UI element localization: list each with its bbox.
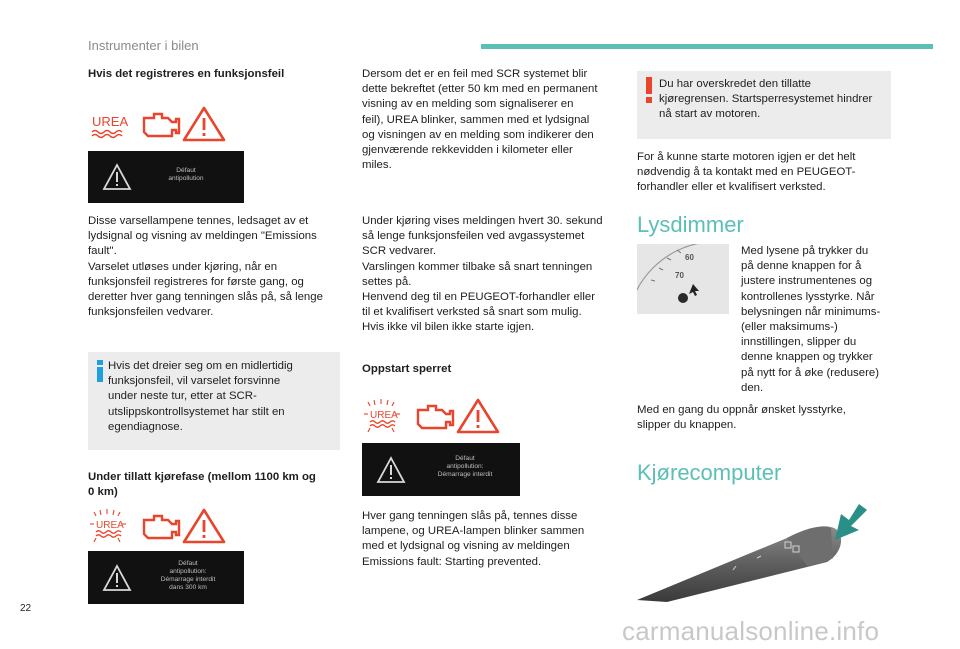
paragraph-fault-description: Disse varsellampene tennes, ledsaget av et lydsignal og visning av meldingen "Emissions fault". Varselet utløses under kjøring, når en funksjonsfeil registreres for første gang, og deretter hver gang tenningen slås på, så lenge funksjonsfeilen vedvarer. (88, 215, 323, 319)
display-2-line-1: Défaut (178, 560, 198, 567)
warning-triangle-icon (184, 108, 224, 140)
display-3-line-1: Défaut (455, 455, 475, 462)
paragraph-release-button: Med en gang du oppnår ønsket lysstyrke, slipper du knappen. (637, 404, 846, 432)
warning-lamps-row-3 (362, 396, 512, 438)
warning-triangle-icon (102, 564, 132, 592)
display-3-line-2: antipollution: (446, 463, 484, 470)
paragraph-start-prevented: Hver gang tenningen slås på, tennes disse lampene, og UREA-lampen blinker sammen med et lydsignal og visning av meldingen Emissions fault: Starting prevented. (362, 510, 585, 568)
warning-triangle-icon (376, 456, 406, 484)
info-note-temporary-fault: Hvis det dreier seg om en midlertidig funksjonsfeil, vil varselet forsvinne under neste tur, etter at SCR- utslippskontrollsystemet har stilt en egendiagnose. (88, 352, 340, 450)
engine-icon (144, 516, 179, 538)
display-2-line-2: antipollution: (169, 568, 207, 575)
engine-icon (144, 114, 179, 136)
header-accent-bar (481, 44, 933, 49)
urea-icon-label: UREA (370, 410, 398, 421)
warning-lamps-row-2 (88, 506, 238, 548)
gauge-label-60: 60 (685, 253, 694, 262)
section-title-kjorecomputer: Kjørecomputer (637, 460, 782, 485)
warning-note-limit-exceeded: Du har overskredet den tillatte kjøregrensen. Startsperresystemet hindrer nå start av motoren. (637, 71, 891, 139)
dimmer-button-icon (678, 293, 688, 303)
display-1-line-2: antipollution (168, 175, 204, 182)
warning-triangle-icon (102, 163, 132, 191)
display-1-line-1: Défaut (176, 167, 196, 174)
trip-computer-stalk-illustration (637, 500, 887, 602)
exclamation-icon (646, 77, 652, 103)
gauge-label-70: 70 (675, 271, 684, 280)
urea-icon-label: UREA (96, 520, 124, 531)
display-2-line-4: dans 300 km (169, 584, 207, 591)
display-3-line-3: Démarrage interdit (437, 471, 493, 478)
paragraph-restart-engine: For å kunne starte motoren igjen er det helt nødvendig å ta kontakt med en PEUGEOT- forhandler eller et kvalifisert verksted. (637, 151, 856, 194)
urea-flashing-icon (90, 509, 126, 542)
engine-icon (418, 406, 453, 428)
urea-icon (92, 114, 128, 138)
dashboard-display-3 (362, 443, 520, 496)
warning-triangle-icon (458, 400, 498, 432)
page-number: 22 (20, 603, 32, 614)
instrument-panel-dimmer-illustration (637, 244, 729, 314)
paragraph-driving-messages: Under kjøring vises meldingen hvert 30. sekund så lenge funksjonsfeilen ved avgassystemet SCR vedvarer. Varslingen kommer tilbake så snart tenningen settes på. Henvend deg til en PEUGEOT-forhandler eller til et kvalifisert verksted så snart som mulig. Hvis ikke vil bilen ikke starte igjen. (362, 215, 603, 334)
urea-flashing-icon (364, 399, 400, 432)
paragraph-scr-fault: Dersom det er en feil med SCR systemet blir dette bekreftet (etter 50 km med en permanent visning av en melding som signaliserer en feil), UREA blinker, sammen med et lydsignal og visningen av en melding som indikerer den gjenværende rekkevidden i kilometer eller miles. (362, 68, 598, 172)
warning-lamps-row-1 (88, 104, 238, 146)
dashboard-display-1 (88, 151, 244, 203)
page-header-title: Instrumenter i bilen (88, 38, 199, 53)
dashboard-display-2 (88, 551, 244, 604)
info-icon (97, 360, 103, 382)
section-title-lysdimmer: Lysdimmer (637, 212, 744, 237)
bullet-dimmer-instructions: Med lysene på trykker du på denne knappen for å justere instrumentenes og kontrollenes lysstyrke. Når belysningen når minimums- (eller maksimums-) innstillingen, slipper du denne knappen og trykker på nytt for å øke (redusere) den. (741, 245, 881, 394)
heading-allowed-drive-phase: Under tillatt kjørefase (mellom 1100 km og 0 km) (88, 471, 316, 499)
arrow-pointer-icon (835, 504, 867, 540)
display-2-line-3: Démarrage interdit (160, 576, 216, 583)
heading-fault-registered: Hvis det registreres en funksjonsfeil (88, 68, 285, 80)
warning-triangle-icon (184, 510, 224, 542)
urea-icon-label: UREA (92, 114, 129, 129)
watermark: carmanualsonline.info (622, 616, 880, 646)
heading-start-blocked: Oppstart sperret (362, 363, 452, 375)
